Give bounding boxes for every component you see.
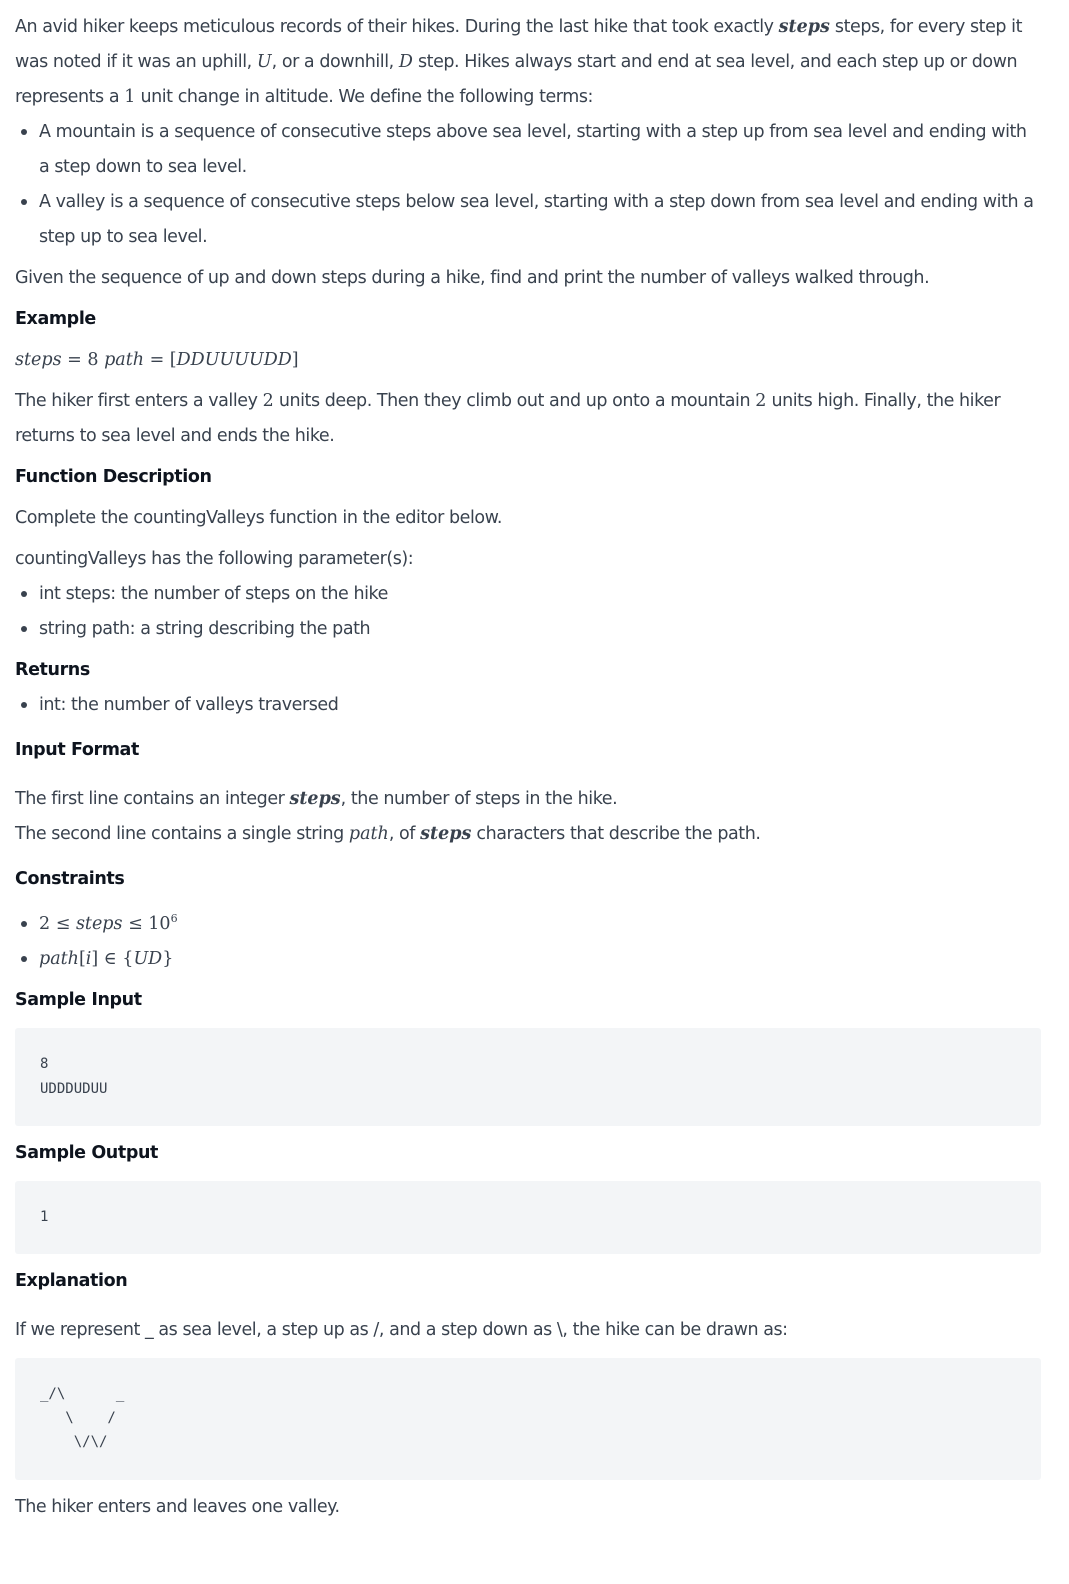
function-description-line2: countingValleys has the following parameter(s): xyxy=(15,549,414,569)
explanation-closing: The hiker enters and leaves one valley. xyxy=(15,1497,340,1517)
params-list xyxy=(15,577,1041,647)
returns-heading: Returns xyxy=(15,660,90,680)
example-heading: Example xyxy=(15,309,96,329)
term-mountain: A mountain is a sequence of consecutive steps above sea level, starting with a step up from sea level and ending with a step down to sea level. xyxy=(39,115,1041,185)
explanation-heading: Explanation xyxy=(15,1271,128,1291)
sample-output-heading: Sample Output xyxy=(15,1143,158,1163)
example-formula: steps = 8 path = [DDUUUUDD] xyxy=(15,350,299,370)
return-item: int: the number of valleys traversed xyxy=(39,688,1041,723)
sample-input-line: UDDDUDUU xyxy=(40,1081,108,1097)
hike-drawing: _/\ _ \ / \/\/ xyxy=(15,1358,1041,1480)
input-format-line2: The second line contains a single string path, of steps characters that describe the path. xyxy=(15,824,761,844)
function-description-heading: Function Description xyxy=(15,467,212,487)
constraints-list xyxy=(15,907,1041,977)
param-steps: int steps: the number of steps on the hike xyxy=(39,577,1041,612)
returns-list xyxy=(15,688,1041,723)
task-text: Given the sequence of up and down steps during a hike, find and print the number of valleys walked through. xyxy=(15,268,930,288)
example-description: The hiker first enters a valley 2 units deep. Then they climb out and up onto a mountain 2 units high. Finally, the hiker returns to sea level and ends the hike. xyxy=(15,391,1001,446)
constraints-heading: Constraints xyxy=(15,869,125,889)
sample-output-block xyxy=(15,1181,1041,1254)
sample-output-line: 1 xyxy=(40,1209,49,1225)
explanation-text: If we represent _ as sea level, a step up as /, and a step down as \, the hike can be drawn as: xyxy=(15,1320,788,1340)
input-format-heading: Input Format xyxy=(15,740,139,760)
sample-input-heading: Sample Input xyxy=(15,990,142,1010)
constraint-steps: 2 ≤ steps ≤ $10^6$ xyxy=(39,907,1041,942)
sample-input-line: 8 xyxy=(40,1056,49,1072)
param-path: string path: a string describing the path xyxy=(39,612,1041,647)
term-valley: A valley is a sequence of consecutive steps below sea level, starting with a step down from sea level and ending with a step up to sea level. xyxy=(39,185,1041,255)
terms-list xyxy=(15,115,1041,255)
function-description-line1: Complete the countingValleys function in the editor below. xyxy=(15,508,503,528)
input-format-line1: The first line contains an integer steps, the number of steps in the hike. xyxy=(15,789,618,809)
sample-input-block xyxy=(15,1028,1041,1126)
constraint-path: path[i] ∈ {UD} xyxy=(39,942,1041,977)
intro-paragraph: An avid hiker keeps meticulous records of their hikes. During the last hike that took exactly steps steps, for every step it was noted if it was an uphill, U, or a downhill, D step. Hikes always start and end at sea level, and each step up or down represents a 1 unit change in altitude. We define the following terms: xyxy=(15,17,1022,107)
